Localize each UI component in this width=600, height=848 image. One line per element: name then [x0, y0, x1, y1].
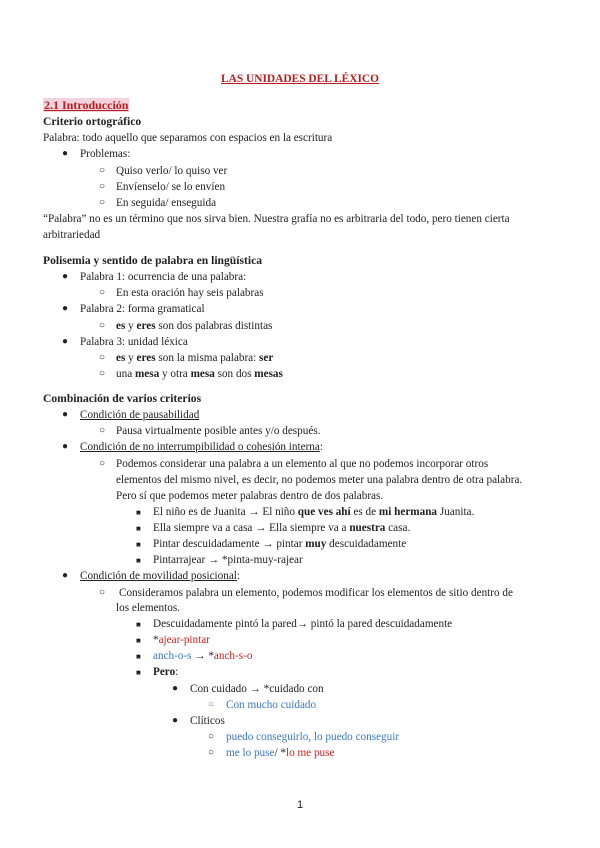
movilidad-example-3 — [153, 648, 252, 664]
condicion-movilidad — [80, 568, 240, 584]
palabra-3-example-b — [116, 366, 283, 382]
palabra-1-example: En esta oración hay seis palabras — [116, 287, 264, 299]
heading-combinacion: Combinación de varios criterios — [43, 392, 202, 405]
bullet-icon: ● — [62, 409, 69, 420]
square-bullet-icon: ■ — [136, 556, 141, 565]
cohesion-label: Condición de no interrumpibilidad o cohesión interna — [80, 441, 320, 453]
text: descuidadamente — [326, 538, 407, 550]
clitico-example-1: puedo conseguirlo, lo puedo conseguir — [226, 731, 400, 743]
con-cuidado-example: Con cuidado → *cuidado con — [190, 683, 324, 695]
red-text: ajear-pintar — [158, 634, 210, 646]
palabra-2-example — [116, 318, 272, 334]
bullet-icon: ● — [62, 441, 69, 452]
heading-polisemia: Polisemia y sentido de palabra en lingüística — [43, 254, 263, 267]
bold-text: que ves ahí — [297, 506, 351, 518]
movilidad-example-2 — [153, 632, 210, 648]
pausabilidad-desc: Pausa virtualmente posible antes y/o después. — [116, 425, 321, 437]
cohesion-example-2 — [153, 520, 410, 536]
heading-criterio-ortografico: Criterio ortográfico — [43, 115, 142, 128]
cohesion-desc-line-2: elementos del mismo nivel, es decir, no podemos meter una palabra dentro de otra palabra. — [116, 474, 523, 486]
problema-item: Quiso verlo/ lo quiso ver — [116, 165, 228, 177]
text: El niño es de Juanita → El niño — [153, 506, 298, 518]
circle-bullet-icon: ○ — [208, 747, 215, 758]
page-number: 1 — [296, 799, 304, 811]
text: / * — [274, 747, 286, 759]
movilidad-example-1: Descuidadamente pintó la pared→ pintó la pared descuidadamente — [153, 618, 453, 630]
word-mesas: mesas — [254, 368, 283, 380]
circle-bullet-icon: ○ — [99, 287, 106, 298]
word-mesa: mesa — [134, 368, 160, 380]
square-bullet-icon: ■ — [136, 508, 141, 517]
text: Pintar descuidadamente → pintar — [153, 538, 306, 550]
text-mid: son la misma palabra: — [155, 352, 260, 364]
bullet-icon: ● — [62, 303, 69, 314]
blue-text: anch-o-s — [153, 650, 192, 662]
colon: : — [319, 441, 323, 453]
movilidad-desc-line-1: Consideramos palabra un elemento, podemos modificar los elementos de sitio dentro de — [119, 587, 513, 599]
square-bullet-icon: ■ — [136, 524, 141, 533]
cohesion-desc-line-3: Pero sí que podemos meter palabras dentro de dos palabras. — [116, 490, 384, 502]
condicion-pausabilidad: Condición de pausabilidad — [80, 409, 200, 421]
square-bullet-icon: ■ — [136, 636, 141, 645]
bullet-icon: ● — [62, 570, 69, 581]
circle-bullet-icon: ○ — [99, 352, 106, 363]
text-y: y — [125, 320, 137, 332]
text: casa. — [385, 522, 411, 534]
cliticos-label: Clíticos — [190, 715, 225, 727]
bold-text: mi hermana — [378, 506, 438, 518]
word-es: es — [116, 320, 126, 332]
circle-bullet-icon: ○ — [99, 587, 106, 598]
text-son-dos: son dos — [214, 368, 255, 380]
palabra-note-line-2: arbitrariedad — [43, 229, 101, 241]
circle-bullet-icon: ○ — [208, 699, 215, 710]
circle-bullet-icon: ○ — [99, 197, 106, 208]
cohesion-example-4: Pintarrajear → *pinta-muy-rajear — [153, 554, 303, 566]
text-y: y — [125, 352, 137, 364]
movilidad-label: Condición de movilidad posicional — [80, 570, 237, 582]
bullet-icon: ● — [62, 336, 69, 347]
palabra-1-label: Palabra 1: ocurrencia de una palabra: — [80, 271, 247, 283]
problema-item: En seguida/ enseguida — [116, 197, 217, 209]
pero-label — [153, 664, 178, 680]
circle-bullet-icon: ○ — [99, 165, 106, 176]
word-mesa: mesa — [190, 368, 215, 380]
con-mucho-cuidado: Con mucho cuidado — [226, 699, 317, 711]
circle-bullet-icon: ○ — [99, 425, 106, 436]
circle-bullet-icon: ○ — [99, 181, 106, 192]
bold-text: nuestra — [349, 522, 386, 534]
asterisk: * — [153, 634, 159, 646]
blue-text: me lo puse — [226, 747, 275, 759]
word-es: es — [116, 352, 126, 364]
cohesion-example-1 — [153, 504, 474, 520]
palabra-3-example-a — [116, 350, 273, 366]
circle-bullet-icon: ○ — [99, 320, 106, 331]
text-una: una — [116, 368, 135, 380]
bullet-icon: ● — [62, 148, 69, 159]
text: Ella siempre va a casa → Ella siempre va a — [153, 522, 350, 534]
bullet-icon: ● — [172, 715, 179, 726]
text: Juanita. — [437, 506, 475, 518]
bullet-icon: ● — [62, 271, 69, 282]
doc-title: LAS UNIDADES DEL LÉXICO — [221, 73, 379, 85]
bullet-icon: ● — [172, 683, 179, 694]
condicion-cohesion — [80, 439, 323, 455]
bold-text: Pero — [153, 666, 176, 678]
square-bullet-icon: ■ — [136, 668, 141, 677]
palabra-2-label: Palabra 2: forma gramatical — [80, 303, 205, 315]
section-heading-intro — [43, 97, 129, 114]
circle-bullet-icon: ○ — [208, 731, 215, 742]
square-bullet-icon: ■ — [136, 540, 141, 549]
palabra-3-label: Palabra 3: unidad léxica — [80, 336, 188, 348]
palabra-note-line-1: “Palabra” no es un término que nos sirva bien. Nuestra grafía no es arbitraria del todo, pero tienen cierta — [43, 213, 510, 225]
cohesion-desc-line-1: Podemos considerar una palabra a un elemento al que no podemos incorporar otros — [116, 458, 489, 470]
red-text: lo me puse — [285, 747, 335, 759]
text: es de — [350, 506, 379, 518]
circle-bullet-icon: ○ — [99, 368, 106, 379]
text-rest: son dos palabras distintas — [155, 320, 273, 332]
text: → * — [191, 650, 214, 662]
cohesion-example-3 — [153, 536, 406, 552]
intro-heading-text: 2.1 Introducción — [44, 98, 129, 112]
word-eres: eres — [136, 352, 156, 364]
colon: : — [236, 570, 241, 582]
text-y-otra: y otra — [159, 368, 191, 380]
colon: : — [175, 666, 179, 678]
palabra-definition: Palabra: todo aquello que separamos con espacios en la escritura — [43, 132, 333, 144]
circle-bullet-icon: ○ — [99, 458, 106, 469]
word-eres: eres — [136, 320, 156, 332]
square-bullet-icon: ■ — [136, 620, 141, 629]
word-ser: ser — [259, 352, 274, 364]
red-text: anch-s-o — [213, 650, 253, 662]
square-bullet-icon: ■ — [136, 652, 141, 661]
movilidad-desc-line-2: los elementos. — [116, 602, 181, 614]
clitico-example-2 — [226, 745, 334, 761]
problema-item: Envíenselo/ se lo envíen — [116, 181, 226, 193]
problemas-label: Problemas: — [80, 148, 131, 160]
bold-text: muy — [305, 538, 327, 550]
